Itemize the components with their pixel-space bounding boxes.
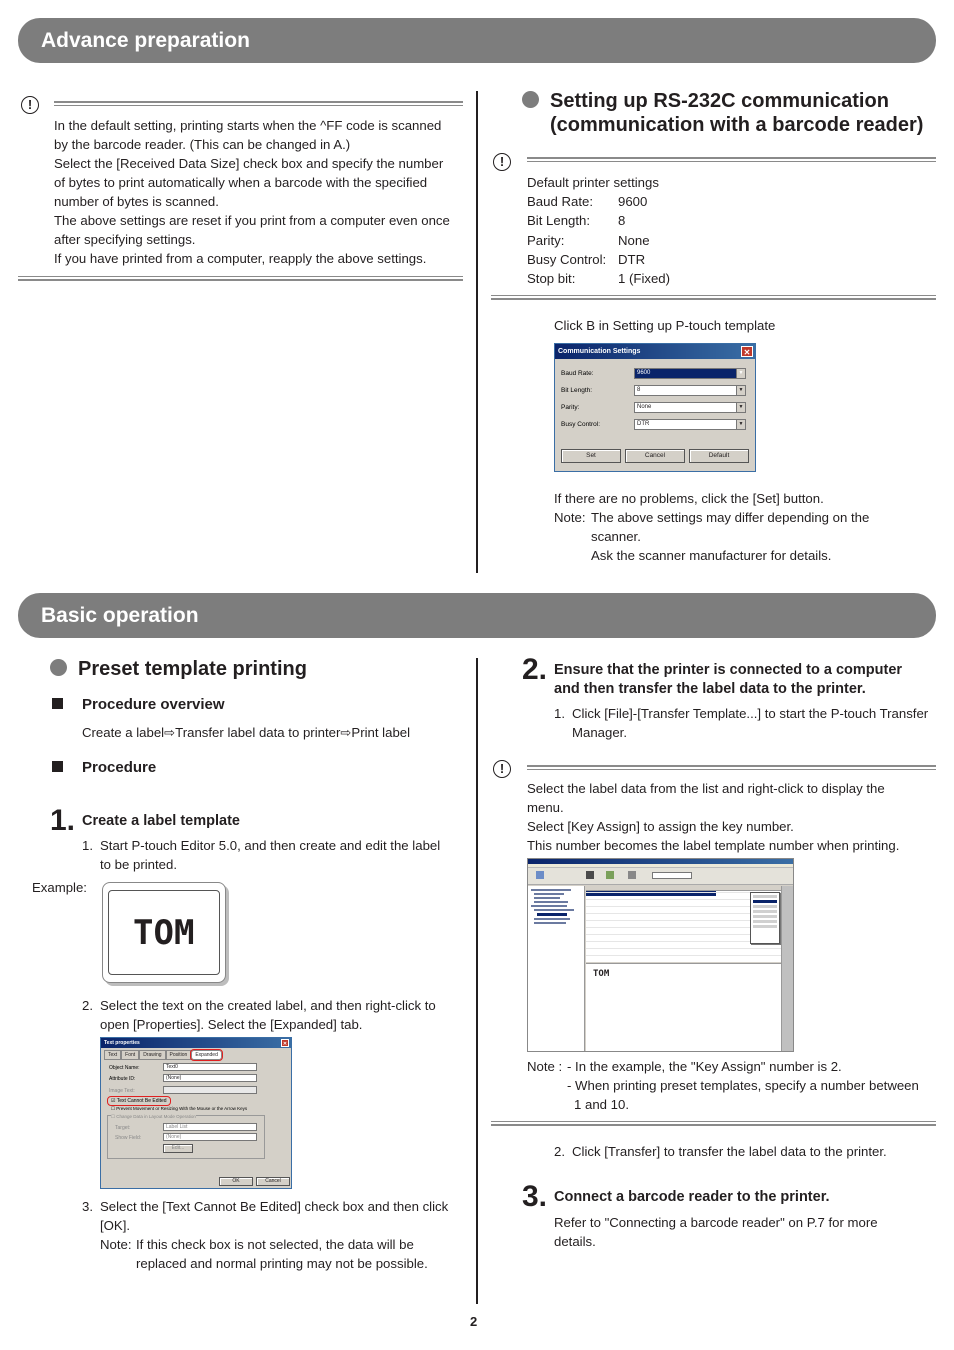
note-text: replaced and normal printing may not be possible.: [136, 1256, 428, 1271]
procedure-heading: [82, 758, 156, 777]
edit-button[interactable]: Edit...: [163, 1144, 193, 1153]
item-text: open [Properties]. Select the [Expanded] tab.: [100, 1017, 363, 1032]
caution-rule-top: [527, 157, 936, 162]
note-line: number of bytes is scanned.: [54, 194, 219, 209]
item-text: to be printed.: [100, 857, 177, 872]
ok-button[interactable]: OK: [219, 1177, 253, 1186]
tab-drawing[interactable]: Drawing: [139, 1050, 165, 1060]
setting-key: Parity:: [527, 232, 565, 248]
dialog-title: [101, 1038, 291, 1048]
object-name-input[interactable]: Text0: [163, 1063, 257, 1071]
menu-item-key-assign[interactable]: [753, 900, 777, 903]
note-line: of bytes to print automatically when a barcode with the specified: [54, 175, 428, 190]
step2-item1: [554, 704, 944, 742]
tree-item[interactable]: [531, 889, 571, 891]
caution-rule-bottom: [491, 295, 936, 300]
procedure-title: Procedure: [82, 759, 157, 776]
note-line: Select the [Received Data Size] check box and specify the number: [54, 156, 444, 171]
setting-value: 8: [618, 213, 626, 229]
item-text: Select the [Text Cannot Be Edited] check box and then click: [100, 1199, 449, 1214]
item-number: 2.: [82, 998, 93, 1013]
caution-line: menu.: [527, 800, 564, 815]
communication-settings-dialog: [554, 343, 756, 472]
after-line: If there are no problems, click the [Set] button.: [554, 491, 824, 506]
field-label: Attribute ID:: [109, 1076, 136, 1082]
menu-item[interactable]: [753, 915, 777, 918]
step3-line: Refer to "Connecting a barcode reader" on P.7 for more: [554, 1215, 878, 1230]
bit-length-select[interactable]: [634, 385, 746, 396]
step2-title-line: Ensure that the printer is connected to a computer: [554, 662, 903, 678]
tree-item[interactable]: [534, 922, 566, 924]
caution-icon: !: [493, 760, 511, 778]
caution-icon: !: [493, 153, 511, 171]
target-select[interactable]: Label List: [163, 1123, 257, 1131]
tree-item[interactable]: [534, 909, 574, 911]
parity-select[interactable]: [634, 402, 746, 413]
bullet-dot: [50, 659, 67, 676]
toolbar: [528, 868, 793, 885]
menu-item[interactable]: [753, 920, 777, 923]
show-field-select[interactable]: (None): [163, 1133, 257, 1141]
preview-label-text: TOM: [593, 969, 610, 979]
field-label: Baud Rate:: [561, 370, 594, 377]
note-line: The above settings may differ depending on the: [591, 510, 870, 525]
tab-expanded[interactable]: Expanded: [191, 1050, 222, 1060]
column-divider-bottom: [476, 658, 478, 1304]
cancel-button[interactable]: Cancel: [256, 1177, 290, 1186]
folder-tree[interactable]: [528, 886, 585, 1052]
step2-note: [527, 1057, 942, 1114]
note-text: 1 and 10.: [574, 1097, 629, 1112]
transfer-manager-window: [527, 858, 794, 1052]
baud-rate-select[interactable]: [634, 368, 746, 379]
item-text: Click [Transfer] to transfer the label data to the printer.: [572, 1144, 887, 1159]
menu-item[interactable]: [753, 895, 777, 898]
tab-bar: [104, 1050, 222, 1060]
preview-pane: [586, 963, 782, 1052]
rs232-after-text: [554, 489, 934, 565]
square-bullet: [52, 698, 63, 709]
toolbar-icon[interactable]: [536, 871, 544, 879]
change-data-checkbox[interactable]: ☐ Change Data in Layout Mode Operation: [111, 1114, 196, 1119]
tab-font[interactable]: Font: [121, 1050, 139, 1060]
note-line: by the barcode reader. (This can be changed in A.): [54, 137, 351, 152]
note-line: Ask the scanner manufacturer for details.: [591, 548, 832, 563]
step1-item2: [82, 996, 467, 1034]
chevron-down-icon: ▼: [736, 420, 745, 429]
note-line: after specifying settings.: [54, 232, 196, 247]
text-cannot-be-edited-checkbox[interactable]: ☑ Text Cannot Be Edited: [107, 1096, 171, 1106]
setting-row: [527, 269, 670, 288]
field-label: Bit Length:: [561, 387, 593, 394]
setting-row: [527, 211, 670, 230]
step2-title: [554, 661, 944, 699]
setting-key: Bit Length:: [527, 213, 591, 229]
item-text: Manager.: [572, 725, 627, 740]
tree-item[interactable]: [534, 918, 570, 920]
checkbox-label: Prevent Movement or Resizing With the Mouse or the Arrow Keys: [116, 1106, 248, 1111]
select-value: DTR: [637, 421, 650, 427]
chevron-down-icon: ▼: [736, 386, 745, 395]
example-label: Example:: [32, 880, 87, 895]
step-number: 2.: [522, 653, 548, 686]
procedure-overview-heading: [82, 695, 225, 714]
example-label-preview: [102, 882, 226, 983]
note-line: If you have printed from a computer, reapply the above settings.: [54, 251, 427, 266]
note-line: The above settings are reset if you print from a computer even once: [54, 213, 450, 228]
defaults-title: Default printer settings: [527, 175, 659, 190]
item-number: 1.: [554, 706, 565, 721]
step-number: 3.: [522, 1180, 548, 1213]
setting-value: None: [618, 232, 650, 248]
toolbar-icon[interactable]: [628, 871, 636, 879]
rs232-heading-line2: (communication with a barcode reader): [550, 114, 924, 136]
busy-control-select[interactable]: [634, 419, 746, 430]
setting-key: Stop bit:: [527, 271, 576, 287]
step1-item1: [82, 836, 467, 874]
caution-rule-bottom: [491, 1121, 936, 1126]
attribute-id-select[interactable]: (None): [163, 1074, 257, 1082]
printer-select[interactable]: [652, 872, 692, 879]
field-label: Image Text:: [109, 1088, 135, 1094]
menu-item[interactable]: [753, 925, 777, 928]
flow-step: Transfer label data to printer: [175, 725, 341, 740]
note-text: - When printing preset templates, specify a number between: [567, 1078, 919, 1093]
note-line: In the default setting, printing starts when the ^FF code is scanned: [54, 118, 442, 133]
field-label: Parity:: [561, 404, 580, 411]
item-number: 2.: [554, 1144, 565, 1159]
toolbar-icon[interactable]: [606, 871, 614, 879]
step1-title: Create a label template: [82, 813, 240, 829]
arrow-right-icon: ⇨: [340, 725, 352, 740]
chevron-down-icon: ▼: [736, 403, 745, 412]
step3-line: details.: [554, 1234, 596, 1249]
setting-key: Baud Rate:: [527, 194, 593, 209]
column-divider-top: [476, 91, 478, 573]
tree-item[interactable]: [534, 893, 564, 895]
dialog-title-text: Text properties: [104, 1040, 140, 1046]
section-banner-advance: Advance preparation: [18, 18, 936, 63]
setting-row: [527, 192, 670, 211]
step3-text: [554, 1213, 944, 1251]
menu-item[interactable]: [753, 905, 777, 908]
default-button[interactable]: Default: [689, 449, 749, 463]
cancel-button[interactable]: Cancel: [625, 449, 685, 463]
caution-rule-bottom: [18, 276, 463, 281]
step2-title-line: and then transfer the label data to the printer.: [554, 681, 866, 697]
tree-item-selected[interactable]: [537, 913, 567, 916]
procedure-overview-flow: [82, 723, 410, 742]
prevent-movement-checkbox[interactable]: ☐ Prevent Movement or Resizing With the Mouse or the Arrow Keys: [111, 1106, 248, 1111]
note-line: scanner.: [591, 529, 641, 544]
setting-key: Busy Control:: [527, 251, 607, 267]
close-icon[interactable]: ✕: [741, 346, 753, 357]
note-label: Note:: [554, 510, 586, 525]
setting-value: 9600: [618, 194, 648, 209]
caution-line: Select the label data from the list and right-click to display the: [527, 781, 885, 796]
note-text: - In the example, the "Key Assign" number is 2.: [567, 1059, 842, 1074]
preset-heading-text: Preset template printing: [78, 658, 307, 680]
preset-heading: [78, 657, 307, 681]
toolbar-icon[interactable]: [586, 871, 594, 879]
field-label: Target:: [115, 1125, 131, 1131]
caution-line: Select [Key Assign] to assign the key number.: [527, 819, 794, 834]
item-text: Click [File]-[Transfer Template...] to start the P-touch Transfer: [572, 706, 929, 721]
click-instruction: Click B in Setting up P-touch template: [554, 318, 776, 333]
rs232-heading-line1: Setting up RS-232C communication: [550, 90, 889, 112]
page-number: 2: [470, 1314, 478, 1329]
step-number: 1.: [50, 804, 76, 837]
set-button[interactable]: Set: [561, 449, 621, 463]
advance-note: [54, 116, 469, 268]
section-banner-basic: Basic operation: [18, 593, 936, 638]
field-label: Show Field:: [115, 1135, 142, 1141]
tree-item[interactable]: [534, 901, 568, 903]
tab-text[interactable]: Text: [104, 1050, 121, 1060]
item-text: Select the text on the created label, and then right-click to: [100, 998, 436, 1013]
label-text: TOM: [133, 913, 195, 953]
checkbox-label: Change Data in Layout Mode Operation: [116, 1114, 196, 1119]
rs232-heading: [550, 89, 923, 137]
dialog-title-text: Communication Settings: [558, 348, 641, 355]
item-number: 1.: [82, 838, 93, 853]
square-bullet: [52, 761, 63, 772]
overview-title: Procedure overview: [82, 696, 225, 713]
chevron-down-icon: ▼: [736, 369, 745, 378]
flow-step: Create a label: [82, 725, 165, 740]
tree-item[interactable]: [534, 897, 560, 899]
caution-line: This number becomes the label template number when printing.: [527, 838, 900, 853]
dialog-title: [555, 344, 755, 359]
setting-value: DTR: [618, 251, 646, 267]
tab-position[interactable]: Position: [166, 1050, 192, 1060]
caution-rule-top: [54, 101, 463, 106]
step2-caution-text: [527, 779, 937, 855]
image-text-select[interactable]: [163, 1086, 257, 1094]
step2-item2: [554, 1142, 944, 1161]
setting-row: [527, 231, 670, 250]
flow-step: Print label: [351, 725, 411, 740]
note-text: If this check box is not selected, the data will be: [136, 1237, 414, 1252]
default-settings-list: [527, 192, 670, 288]
select-value: 9600: [637, 370, 651, 376]
setting-row: [527, 250, 670, 269]
select-value: 8: [637, 387, 641, 393]
note-row: [554, 508, 934, 527]
select-value: None: [637, 404, 652, 410]
close-icon[interactable]: ✕: [282, 1041, 288, 1047]
item-text: [OK].: [100, 1218, 131, 1233]
item-number: 3.: [82, 1199, 93, 1214]
bullet-dot: [522, 91, 539, 108]
checkbox-label: Text Cannot Be Edited: [116, 1098, 167, 1104]
setting-value: 1 (Fixed): [618, 271, 671, 287]
scrollbar[interactable]: [781, 886, 793, 1052]
context-menu[interactable]: [750, 892, 780, 944]
tree-item[interactable]: [531, 905, 567, 907]
step1-item3: [82, 1197, 467, 1273]
field-label: Busy Control:: [561, 421, 601, 428]
step3-title: Connect a barcode reader to the printer.: [554, 1189, 830, 1205]
field-label: Object Name:: [109, 1065, 140, 1071]
text-properties-dialog: [100, 1037, 292, 1189]
item-text: Start P-touch Editor 5.0, and then create and edit the label: [100, 838, 441, 853]
menu-item[interactable]: [753, 910, 777, 913]
caution-icon: !: [21, 96, 39, 114]
arrow-right-icon: ⇨: [164, 725, 176, 740]
caution-rule-top: [527, 765, 936, 770]
note-label: Note:: [100, 1237, 132, 1252]
note-label: Note :: [527, 1059, 563, 1074]
